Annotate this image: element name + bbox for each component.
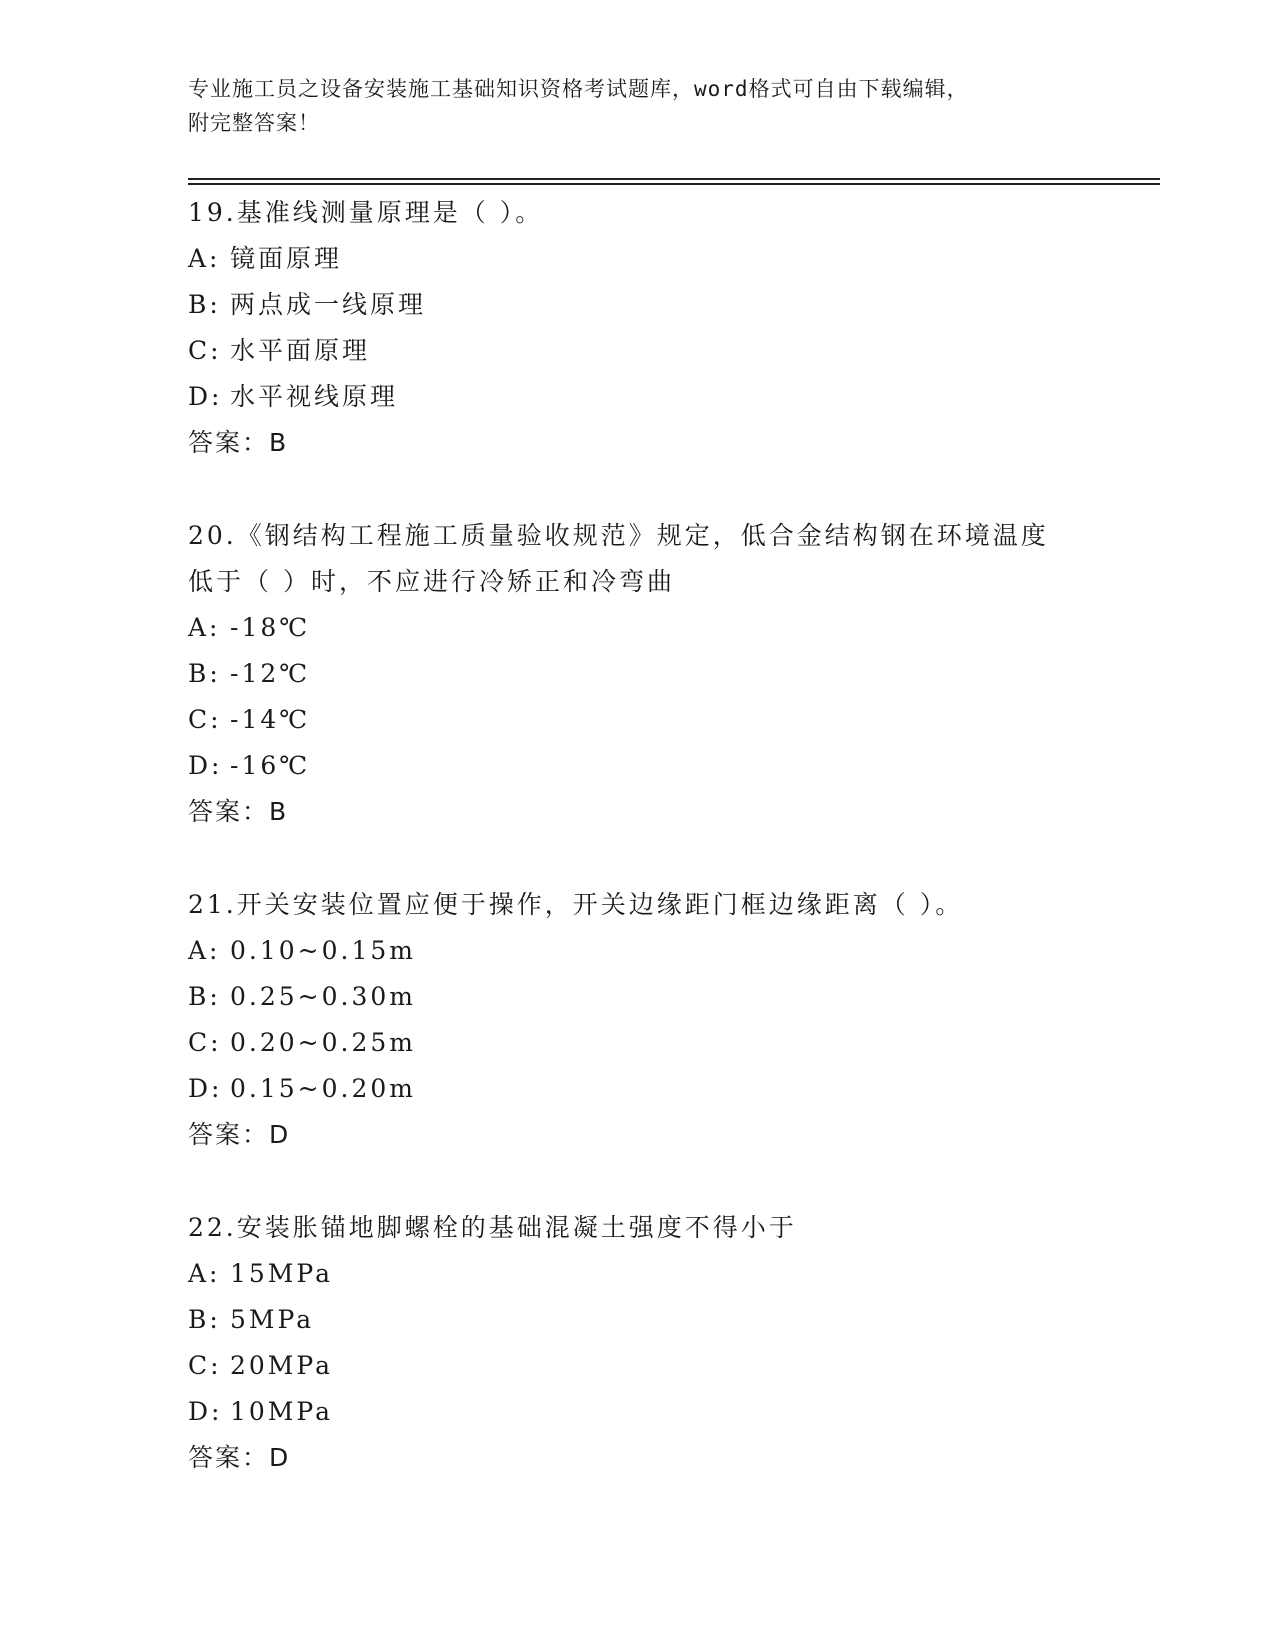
option-text: 0.10~0.15m: [230, 936, 416, 965]
answer-option: [188, 605, 1088, 651]
option-text: 15MPa: [230, 1259, 334, 1288]
option-text: 0.20~0.25m: [230, 1028, 416, 1057]
option-label: A:: [188, 1259, 221, 1288]
option-label: C:: [188, 1028, 222, 1057]
answer-option: [188, 1251, 1088, 1297]
answer-value: D: [269, 1443, 291, 1472]
option-text: 5MPa: [230, 1305, 315, 1334]
option-text: 镜面原理: [230, 244, 343, 273]
answer-prefix: 答案：: [188, 1443, 270, 1472]
option-label: B:: [188, 659, 221, 688]
question-block: [188, 882, 1088, 1158]
option-text: -16℃: [230, 751, 311, 780]
answer-prefix: 答案：: [188, 797, 270, 826]
option-label: D:: [188, 1397, 223, 1426]
answer-option: [188, 282, 1088, 328]
option-text: 20MPa: [230, 1351, 334, 1380]
answer-value: D: [269, 1120, 291, 1149]
answer-option: [188, 1343, 1088, 1389]
option-label: B:: [188, 982, 221, 1011]
answer-value: B: [269, 428, 289, 457]
question-block: [188, 513, 1088, 835]
option-text: -18℃: [230, 613, 311, 642]
question-block: [188, 190, 1088, 466]
answer-value: B: [269, 797, 289, 826]
answer-option: [188, 743, 1088, 789]
option-label: A:: [188, 936, 221, 965]
option-text: 水平面原理: [230, 336, 371, 365]
question-stem: 20.《钢结构工程施工质量验收规范》规定，低合金结构钢在环境温度: [188, 521, 1049, 550]
option-label: A:: [188, 613, 221, 642]
option-text: -14℃: [230, 705, 311, 734]
answer-option: [188, 974, 1088, 1020]
answer-line: [188, 420, 1088, 466]
answer-option: [188, 1389, 1088, 1435]
question-stem: 低于（ ）时，不应进行冷矫正和冷弯曲: [188, 567, 675, 596]
answer-option: [188, 697, 1088, 743]
option-text: 0.25~0.30m: [230, 982, 416, 1011]
header-divider-top: [188, 178, 1160, 180]
answer-option: [188, 374, 1088, 420]
answer-option: [188, 651, 1088, 697]
question-stem: 19.基准线测量原理是（ ）。: [188, 198, 544, 227]
answer-prefix: 答案：: [188, 1120, 270, 1149]
option-label: C:: [188, 1351, 222, 1380]
header-divider-bottom: [188, 183, 1160, 185]
question-stem: 21.开关安装位置应便于操作，开关边缘距门框边缘距离（ ）。: [188, 890, 964, 919]
answer-prefix: 答案：: [188, 428, 270, 457]
option-label: C:: [188, 336, 222, 365]
answer-option: [188, 1066, 1088, 1112]
question-block: [188, 1205, 1088, 1481]
option-text: 10MPa: [230, 1397, 334, 1426]
answer-line: [188, 789, 1088, 835]
option-label: D:: [188, 751, 223, 780]
option-label: D:: [188, 1074, 223, 1103]
answer-option: [188, 1297, 1088, 1343]
answer-line: [188, 1435, 1088, 1481]
question-stem: 22.安装胀锚地脚螺栓的基础混凝土强度不得小于: [188, 1213, 797, 1242]
option-label: D:: [188, 382, 223, 411]
option-label: B:: [188, 290, 221, 319]
question-list: [188, 190, 1088, 1528]
option-label: C:: [188, 705, 222, 734]
answer-option: [188, 328, 1088, 374]
answer-option: [188, 928, 1088, 974]
option-text: 两点成一线原理: [230, 290, 427, 319]
header-line-1: 专业施工员之设备安装施工基础知识资格考试题库，word格式可自由下载编辑，: [188, 77, 969, 101]
answer-option: [188, 236, 1088, 282]
option-text: 水平视线原理: [230, 382, 399, 411]
option-label: A:: [188, 244, 221, 273]
answer-line: [188, 1112, 1088, 1158]
answer-option: [188, 1020, 1088, 1066]
header-line-2: 附完整答案！: [188, 111, 320, 135]
option-text: 0.15~0.20m: [230, 1074, 416, 1103]
option-label: B:: [188, 1305, 221, 1334]
option-text: -12℃: [230, 659, 311, 688]
document-header: [188, 72, 1068, 140]
